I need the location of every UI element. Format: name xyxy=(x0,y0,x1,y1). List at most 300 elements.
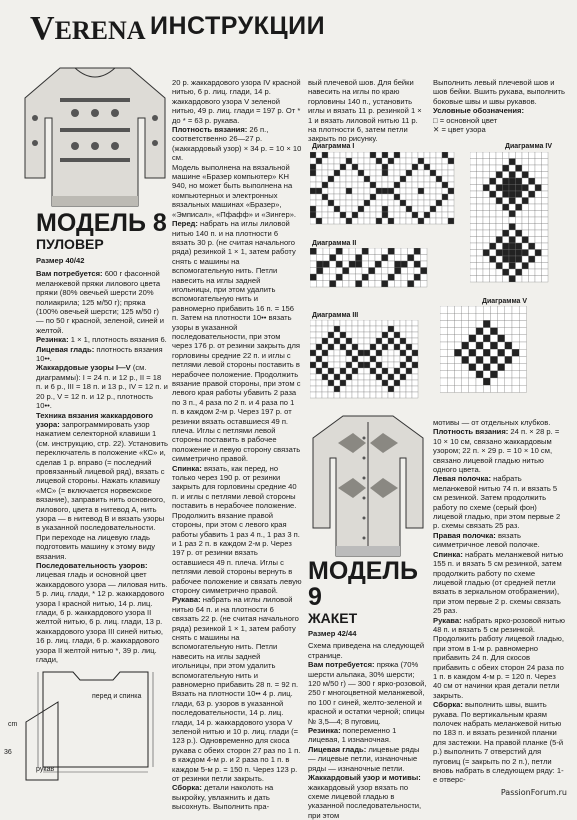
chart-cell xyxy=(519,349,526,356)
chart-cell xyxy=(349,274,356,281)
chart-cell xyxy=(340,332,346,338)
chart-cell xyxy=(406,350,412,356)
chart-cell xyxy=(412,170,418,176)
chart-cell xyxy=(418,164,424,170)
chart-cell xyxy=(529,230,536,237)
chart-cell xyxy=(388,368,394,374)
chart-cell xyxy=(370,176,376,182)
chart-cell xyxy=(503,178,510,185)
chart-cell xyxy=(470,250,477,257)
chart-cell xyxy=(400,392,406,398)
chart-cell xyxy=(406,326,412,332)
chart-cell xyxy=(509,191,516,198)
chart-cell xyxy=(490,342,497,349)
chart-cell xyxy=(535,263,542,270)
chart-cell xyxy=(340,386,346,392)
chart-cell xyxy=(388,380,394,386)
chart-cell xyxy=(424,170,430,176)
chart-cell xyxy=(406,218,412,224)
chart-cell xyxy=(406,200,412,206)
chart-cell xyxy=(414,248,421,255)
chart-cell xyxy=(436,152,442,158)
chart-cell xyxy=(406,332,412,338)
chart-cell xyxy=(388,350,394,356)
chart-cell xyxy=(322,158,328,164)
chart-cell xyxy=(364,356,370,362)
chart-cell xyxy=(400,176,406,182)
chart-cell xyxy=(496,276,503,283)
chart-cell xyxy=(349,281,356,288)
chart-cell xyxy=(352,386,358,392)
chart-cell xyxy=(477,217,484,224)
chart-cell xyxy=(505,378,512,385)
chart-cell xyxy=(509,159,516,166)
chart-cell xyxy=(412,392,418,398)
chart-cell xyxy=(424,176,430,182)
chart-cell xyxy=(496,243,503,250)
chart-cell xyxy=(519,385,526,392)
chart-cell xyxy=(496,269,503,276)
chart-cell xyxy=(334,200,340,206)
chart-cell xyxy=(322,194,328,200)
diagram-5-title: Диаграмма V xyxy=(482,298,528,305)
chart-cell xyxy=(469,371,476,378)
chart-cell xyxy=(394,164,400,170)
chart-cell xyxy=(400,200,406,206)
chart-cell xyxy=(505,328,512,335)
chart-cell xyxy=(316,356,322,362)
chart-cell xyxy=(394,332,400,338)
chart-cell xyxy=(328,344,334,350)
chart-cell xyxy=(349,248,356,255)
chart-cell xyxy=(516,211,523,218)
chart-cell xyxy=(519,364,526,371)
chart-cell xyxy=(400,188,406,194)
chart-cell xyxy=(352,332,358,338)
chart-cell xyxy=(483,378,490,385)
chart-cell xyxy=(382,332,388,338)
chart-cell xyxy=(535,198,542,205)
chart-cell xyxy=(400,326,406,332)
chart-cell xyxy=(328,188,334,194)
chart-cell xyxy=(364,350,370,356)
brand-rest: ERENA xyxy=(54,16,146,45)
chart-cell xyxy=(334,164,340,170)
chart-cell xyxy=(322,152,328,158)
chart-cell xyxy=(522,263,529,270)
chart-cell xyxy=(400,350,406,356)
schematic-front-label: перед и спинка xyxy=(92,693,142,700)
chart-cell xyxy=(358,338,364,344)
chart-cell xyxy=(408,268,415,275)
chart-cell xyxy=(352,362,358,368)
chart-cell xyxy=(412,200,418,206)
chart-cell xyxy=(505,335,512,342)
chart-cell xyxy=(516,152,523,159)
chart-cell xyxy=(382,248,389,255)
chart-cell xyxy=(382,338,388,344)
chart-cell xyxy=(442,170,448,176)
chart-cell xyxy=(529,217,536,224)
chart-cell xyxy=(346,158,352,164)
chart-cell xyxy=(364,170,370,176)
chart-cell xyxy=(509,230,516,237)
chart-cell xyxy=(509,211,516,218)
chart-cell xyxy=(400,362,406,368)
chart-cell xyxy=(412,380,418,386)
chart-cell xyxy=(542,276,549,283)
chart-cell xyxy=(498,371,505,378)
chart-cell xyxy=(346,320,352,326)
m9c3-p2: Резинка: попеременно 1 лицевая, 1 изнаночная. xyxy=(308,726,397,745)
chart-cell xyxy=(362,274,369,281)
chart-cell xyxy=(477,152,484,159)
chart-cell xyxy=(400,170,406,176)
chart-cell xyxy=(375,268,382,275)
chart-cell xyxy=(382,274,389,281)
chart-cell xyxy=(382,218,388,224)
chart-cell xyxy=(364,344,370,350)
chart-cell xyxy=(334,158,340,164)
chart-cell xyxy=(490,269,497,276)
chart-cell xyxy=(490,198,497,205)
chart-cell xyxy=(364,374,370,380)
chart-cell xyxy=(462,378,469,385)
chart-cell xyxy=(477,256,484,263)
chart-cell xyxy=(448,158,454,164)
chart-cell xyxy=(358,386,364,392)
chart-cell xyxy=(343,261,350,268)
chart-cell xyxy=(424,218,430,224)
chart-cell xyxy=(400,194,406,200)
chart-cell xyxy=(516,165,523,172)
chart-cell xyxy=(382,255,389,262)
chart-cell xyxy=(476,356,483,363)
chart-cell xyxy=(316,374,322,380)
chart-cell xyxy=(362,261,369,268)
chart-cell xyxy=(382,268,389,275)
chart-cell xyxy=(529,263,536,270)
chart-cell xyxy=(376,392,382,398)
chart-cell xyxy=(516,224,523,231)
chart-cell xyxy=(322,350,328,356)
chart-cell xyxy=(328,176,334,182)
chart-cell xyxy=(376,200,382,206)
chart-cell xyxy=(382,182,388,188)
chart-cell xyxy=(352,158,358,164)
chart-cell xyxy=(330,261,337,268)
chart-cell xyxy=(522,172,529,179)
chart-cell xyxy=(512,371,519,378)
model8-title: МОДЕЛЬ 8 xyxy=(36,209,167,237)
chart-cell xyxy=(376,344,382,350)
chart-cell xyxy=(310,380,316,386)
chart-cell xyxy=(358,344,364,350)
chart-cell xyxy=(529,256,536,263)
chart-cell xyxy=(334,188,340,194)
chart-cell xyxy=(496,224,503,231)
chart-cell xyxy=(512,364,519,371)
chart-cell xyxy=(535,237,542,244)
model9-title: МОДЕЛЬ 9 xyxy=(308,557,418,611)
chart-cell xyxy=(462,328,469,335)
chart-cell xyxy=(483,243,490,250)
chart-cell xyxy=(388,392,394,398)
chart-cell xyxy=(310,182,316,188)
chart-cell xyxy=(310,386,316,392)
chart-cell xyxy=(424,206,430,212)
chart-cell xyxy=(505,342,512,349)
chart-cell xyxy=(370,326,376,332)
chart-cell xyxy=(436,176,442,182)
chart-cell xyxy=(352,368,358,374)
chart-cell xyxy=(328,326,334,332)
chart-cell xyxy=(400,374,406,380)
chart-cell xyxy=(316,152,322,158)
chart-cell xyxy=(412,158,418,164)
chart-cell xyxy=(322,338,328,344)
chart-cell xyxy=(470,217,477,224)
chart-cell xyxy=(388,362,394,368)
chart-cell xyxy=(364,176,370,182)
chart-cell xyxy=(529,211,536,218)
chart-cell xyxy=(362,255,369,262)
chart-cell xyxy=(358,182,364,188)
chart-cell xyxy=(322,170,328,176)
chart-cell xyxy=(408,281,415,288)
chart-cell xyxy=(490,276,497,283)
chart-cell xyxy=(418,212,424,218)
chart-cell xyxy=(310,164,316,170)
chart-cell xyxy=(376,374,382,380)
chart-cell xyxy=(476,371,483,378)
chart-cell xyxy=(490,178,497,185)
chart-cell xyxy=(509,224,516,231)
chart-cell xyxy=(376,158,382,164)
chart-cell xyxy=(382,320,388,326)
chart-cell xyxy=(469,378,476,385)
chart-cell xyxy=(522,152,529,159)
chart-cell xyxy=(477,191,484,198)
chart-cell xyxy=(490,328,497,335)
chart-cell xyxy=(388,200,394,206)
chart-cell xyxy=(406,188,412,194)
chart-cell xyxy=(346,194,352,200)
chart-cell xyxy=(317,261,324,268)
chart-cell xyxy=(522,243,529,250)
chart-cell xyxy=(430,170,436,176)
chart-cell xyxy=(519,378,526,385)
chart-cell xyxy=(330,268,337,275)
chart-cell xyxy=(369,248,376,255)
chart-cell xyxy=(522,204,529,211)
chart-cell xyxy=(382,200,388,206)
chart-cell xyxy=(358,164,364,170)
chart-cell xyxy=(512,385,519,392)
chart-cell xyxy=(394,158,400,164)
chart-cell xyxy=(509,243,516,250)
chart-cell xyxy=(535,152,542,159)
chart-cell xyxy=(448,206,454,212)
chart-cell xyxy=(476,342,483,349)
chart-cell xyxy=(414,274,421,281)
chart-cell xyxy=(336,248,343,255)
m8c4-p3: ✕ = цвет узора xyxy=(433,125,486,135)
m9c4-p4: Спинка: набрать меланжевой нитью 155 п. и вязать 5 см резинкой, затем продолжить работу по схеме лицевой гладью (от средней петли вязать в зеркальном отображении), при этом первые 2 р. схемы связать 25 раз. xyxy=(433,549,564,616)
chart-cell xyxy=(535,191,542,198)
chart-cell xyxy=(529,185,536,192)
chart-cell xyxy=(382,350,388,356)
chart-cell xyxy=(323,261,330,268)
chart-cell xyxy=(358,218,364,224)
chart-cell xyxy=(358,206,364,212)
chart-cell xyxy=(310,218,316,224)
chart-cell xyxy=(310,158,316,164)
chart-cell xyxy=(522,217,529,224)
chart-cell xyxy=(370,218,376,224)
chart-cell xyxy=(346,392,352,398)
chart-cell xyxy=(388,194,394,200)
chart-cell xyxy=(364,182,370,188)
chart-cell xyxy=(310,356,316,362)
chart-cell xyxy=(535,217,542,224)
diagram-1-grid xyxy=(310,152,460,230)
chart-cell xyxy=(322,218,328,224)
chart-cell xyxy=(310,261,317,268)
chart-cell xyxy=(316,332,322,338)
chart-cell xyxy=(406,374,412,380)
chart-cell xyxy=(364,338,370,344)
chart-cell xyxy=(519,342,526,349)
chart-cell xyxy=(503,198,510,205)
chart-cell xyxy=(542,217,549,224)
chart-cell xyxy=(364,212,370,218)
chart-cell xyxy=(454,378,461,385)
chart-cell xyxy=(310,368,316,374)
chart-cell xyxy=(462,356,469,363)
chart-cell xyxy=(370,158,376,164)
chart-cell xyxy=(364,386,370,392)
chart-cell xyxy=(330,255,337,262)
chart-cell xyxy=(370,194,376,200)
chart-cell xyxy=(430,218,436,224)
chart-cell xyxy=(376,170,382,176)
chart-cell xyxy=(470,185,477,192)
chart-cell xyxy=(346,380,352,386)
chart-cell xyxy=(334,194,340,200)
chart-cell xyxy=(503,224,510,231)
chart-cell xyxy=(358,326,364,332)
chart-cell xyxy=(408,274,415,281)
chart-cell xyxy=(388,176,394,182)
chart-cell xyxy=(334,332,340,338)
chart-cell xyxy=(498,320,505,327)
chart-cell xyxy=(430,212,436,218)
chart-cell xyxy=(340,152,346,158)
chart-cell xyxy=(340,350,346,356)
chart-cell xyxy=(376,188,382,194)
chart-cell xyxy=(483,185,490,192)
chart-cell xyxy=(362,268,369,275)
chart-cell xyxy=(394,206,400,212)
chart-cell xyxy=(334,218,340,224)
chart-cell xyxy=(370,392,376,398)
chart-cell xyxy=(328,374,334,380)
chart-cell xyxy=(509,276,516,283)
chart-cell xyxy=(512,378,519,385)
chart-cell xyxy=(343,248,350,255)
chart-cell xyxy=(317,248,324,255)
model8-subtitle: ПУЛОВЕР xyxy=(36,236,104,252)
chart-cell xyxy=(483,172,490,179)
chart-cell xyxy=(448,200,454,206)
chart-cell xyxy=(430,206,436,212)
chart-cell xyxy=(346,326,352,332)
chart-cell xyxy=(477,243,484,250)
chart-cell xyxy=(340,188,346,194)
m9c3-p0: Схема приведена на следующей странице. xyxy=(308,641,425,660)
chart-cell xyxy=(477,224,484,231)
chart-cell xyxy=(412,338,418,344)
chart-cell xyxy=(498,356,505,363)
chart-cell xyxy=(322,182,328,188)
chart-cell xyxy=(542,237,549,244)
chart-cell xyxy=(490,230,497,237)
chart-cell xyxy=(406,344,412,350)
chart-cell xyxy=(316,344,322,350)
chart-cell xyxy=(483,356,490,363)
chart-cell xyxy=(310,392,316,398)
chart-cell xyxy=(328,212,334,218)
chart-cell xyxy=(330,274,337,281)
chart-cell xyxy=(382,386,388,392)
chart-cell xyxy=(503,172,510,179)
chart-cell xyxy=(503,152,510,159)
chart-cell xyxy=(442,152,448,158)
chart-cell xyxy=(322,188,328,194)
chart-cell xyxy=(310,255,317,262)
m9c4-p3: Правая полочка: вязать симметричное левой полочке. xyxy=(433,530,540,550)
chart-cell xyxy=(470,256,477,263)
chart-cell xyxy=(382,164,388,170)
chart-cell xyxy=(394,188,400,194)
chart-cell xyxy=(418,152,424,158)
chart-cell xyxy=(322,374,328,380)
chart-cell xyxy=(470,243,477,250)
chart-cell xyxy=(406,338,412,344)
chart-cell xyxy=(310,320,316,326)
chart-cell xyxy=(535,269,542,276)
chart-cell xyxy=(336,281,343,288)
chart-cell xyxy=(322,326,328,332)
chart-cell xyxy=(522,224,529,231)
chart-cell xyxy=(370,200,376,206)
chart-cell xyxy=(376,326,382,332)
chart-cell xyxy=(490,159,497,166)
m9c4-p1: Плотность вязания: 24 п. × 28 р. = 10 × 10 см, связано жаккардовым узором; 22 п. × 29 р. = 10 × 10 см, связано лицевой гладью нитью одного цвета. xyxy=(433,427,560,475)
chart-cell xyxy=(503,191,510,198)
chart-cell xyxy=(503,204,510,211)
chart-cell xyxy=(454,328,461,335)
chart-cell xyxy=(454,342,461,349)
chart-cell xyxy=(424,158,430,164)
chart-cell xyxy=(430,188,436,194)
chart-cell xyxy=(436,212,442,218)
chart-cell xyxy=(436,200,442,206)
chart-cell xyxy=(496,230,503,237)
chart-cell xyxy=(430,158,436,164)
chart-cell xyxy=(516,276,523,283)
